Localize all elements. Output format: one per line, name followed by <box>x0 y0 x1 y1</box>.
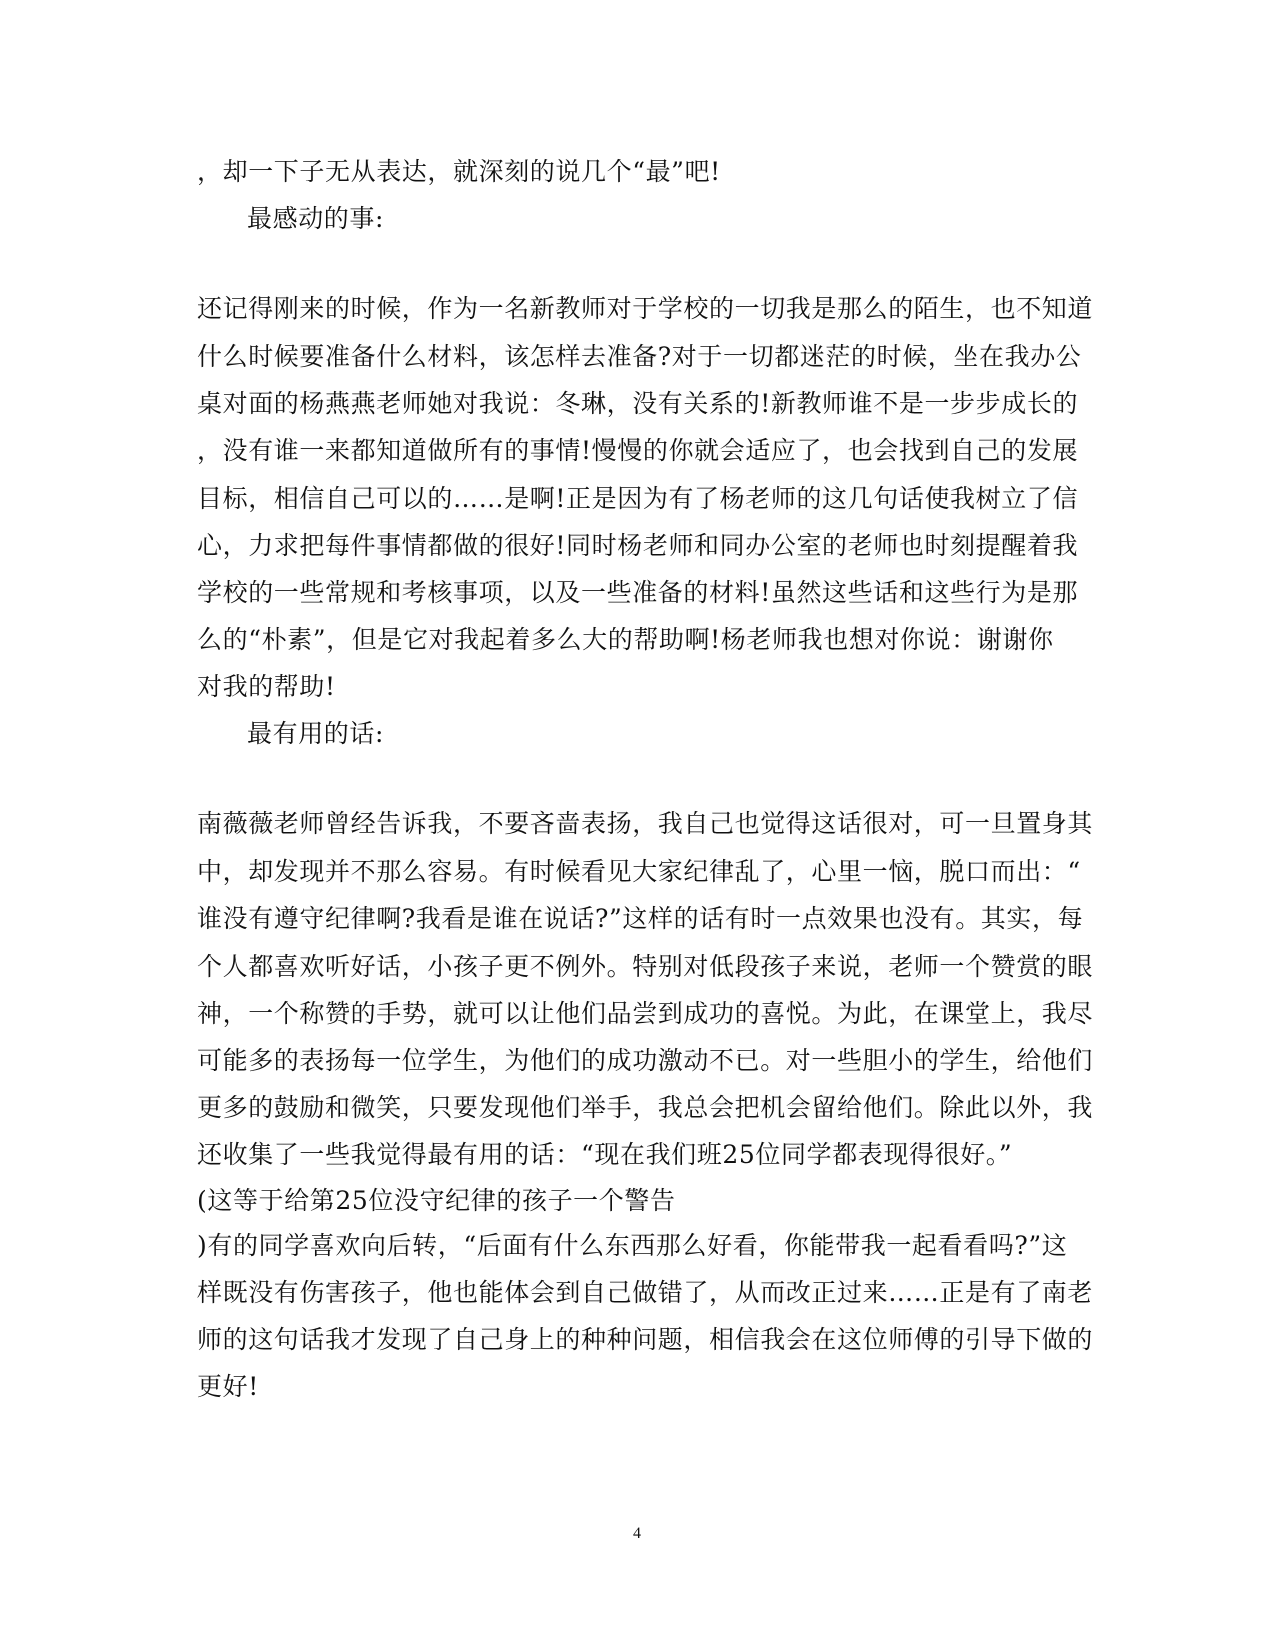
text-line: ，却一下子无从表达，就深刻的说几个“最”吧! <box>197 157 721 186</box>
text-line: (这等于给第25位没守纪律的孩子一个警告 <box>197 1186 676 1215</box>
text-line: 目标，相信自己可以的……是啊!正是因为有了杨老师的这几句话使我树立了信 <box>197 484 1079 513</box>
text-line: 桌对面的杨燕燕老师她对我说：冬琳，没有关系的!新教师谁不是一步步成长的 <box>197 389 1079 418</box>
text-line: 还收集了一些我觉得最有用的话：“现在我们班25位同学都表现得很好。” <box>197 1140 1013 1169</box>
text-line: 更好! <box>197 1372 259 1401</box>
section-heading-touching: 最感动的事: <box>247 204 385 233</box>
text-line: 样既没有伤害孩子，他也能体会到自己做错了，从而改正过来……正是有了南老 <box>197 1278 1094 1307</box>
text-line: 中，却发现并不那么容易。有时候看见大家纪律乱了，心里一恼，脱口而出：“ <box>197 857 1081 886</box>
text-line: 什么时候要准备什么材料，该怎样去准备?对于一切都迷茫的时候，坐在我办公 <box>197 342 1082 371</box>
text-line: 心，力求把每件事情都做的很好!同时杨老师和同办公室的老师也时刻提醒着我 <box>197 531 1079 560</box>
text-line: 神，一个称赞的手势，就可以让他们品尝到成功的喜悦。为此，在课堂上，我尽 <box>197 999 1094 1028</box>
text-line: 可能多的表扬每一位学生，为他们的成功激动不已。对一些胆小的学生，给他们 <box>197 1046 1094 1075</box>
text-line: ，没有谁一来都知道做所有的事情!慢慢的你就会适应了，也会找到自己的发展 <box>197 436 1079 465</box>
text-line: 对我的帮助! <box>197 672 336 701</box>
text-line: 么的“朴素”，但是它对我起着多么大的帮助啊!杨老师我也想对你说：谢谢你 <box>197 625 1054 654</box>
text-line: 南薇薇老师曾经告诉我，不要吝啬表扬，我自己也觉得这话很对，可一旦置身其 <box>197 809 1094 838</box>
text-line: 师的这句话我才发现了自己身上的种种问题，相信我会在这位师傅的引导下做的 <box>197 1325 1094 1354</box>
text-line: 个人都喜欢听好话，小孩子更不例外。特别对低段孩子来说，老师一个赞赏的眼 <box>197 952 1094 981</box>
page-number: 4 <box>633 1525 641 1542</box>
section-heading-useful-words: 最有用的话: <box>247 719 385 748</box>
text-line: 更多的鼓励和微笑，只要发现他们举手，我总会把机会留给他们。除此以外，我 <box>197 1093 1094 1122</box>
text-line: )有的同学喜欢向后转，“后面有什么东西那么好看，你能带我一起看看吗?”这 <box>197 1231 1068 1260</box>
text-line: 还记得刚来的时候，作为一名新教师对于学校的一切我是那么的陌生，也不知道 <box>197 294 1094 323</box>
text-line: 学校的一些常规和考核事项，以及一些准备的材料!虽然这些话和这些行为是那 <box>197 578 1079 607</box>
text-line: 谁没有遵守纪律啊?我看是谁在说话?”这样的话有时一点效果也没有。其实，每 <box>197 904 1084 933</box>
